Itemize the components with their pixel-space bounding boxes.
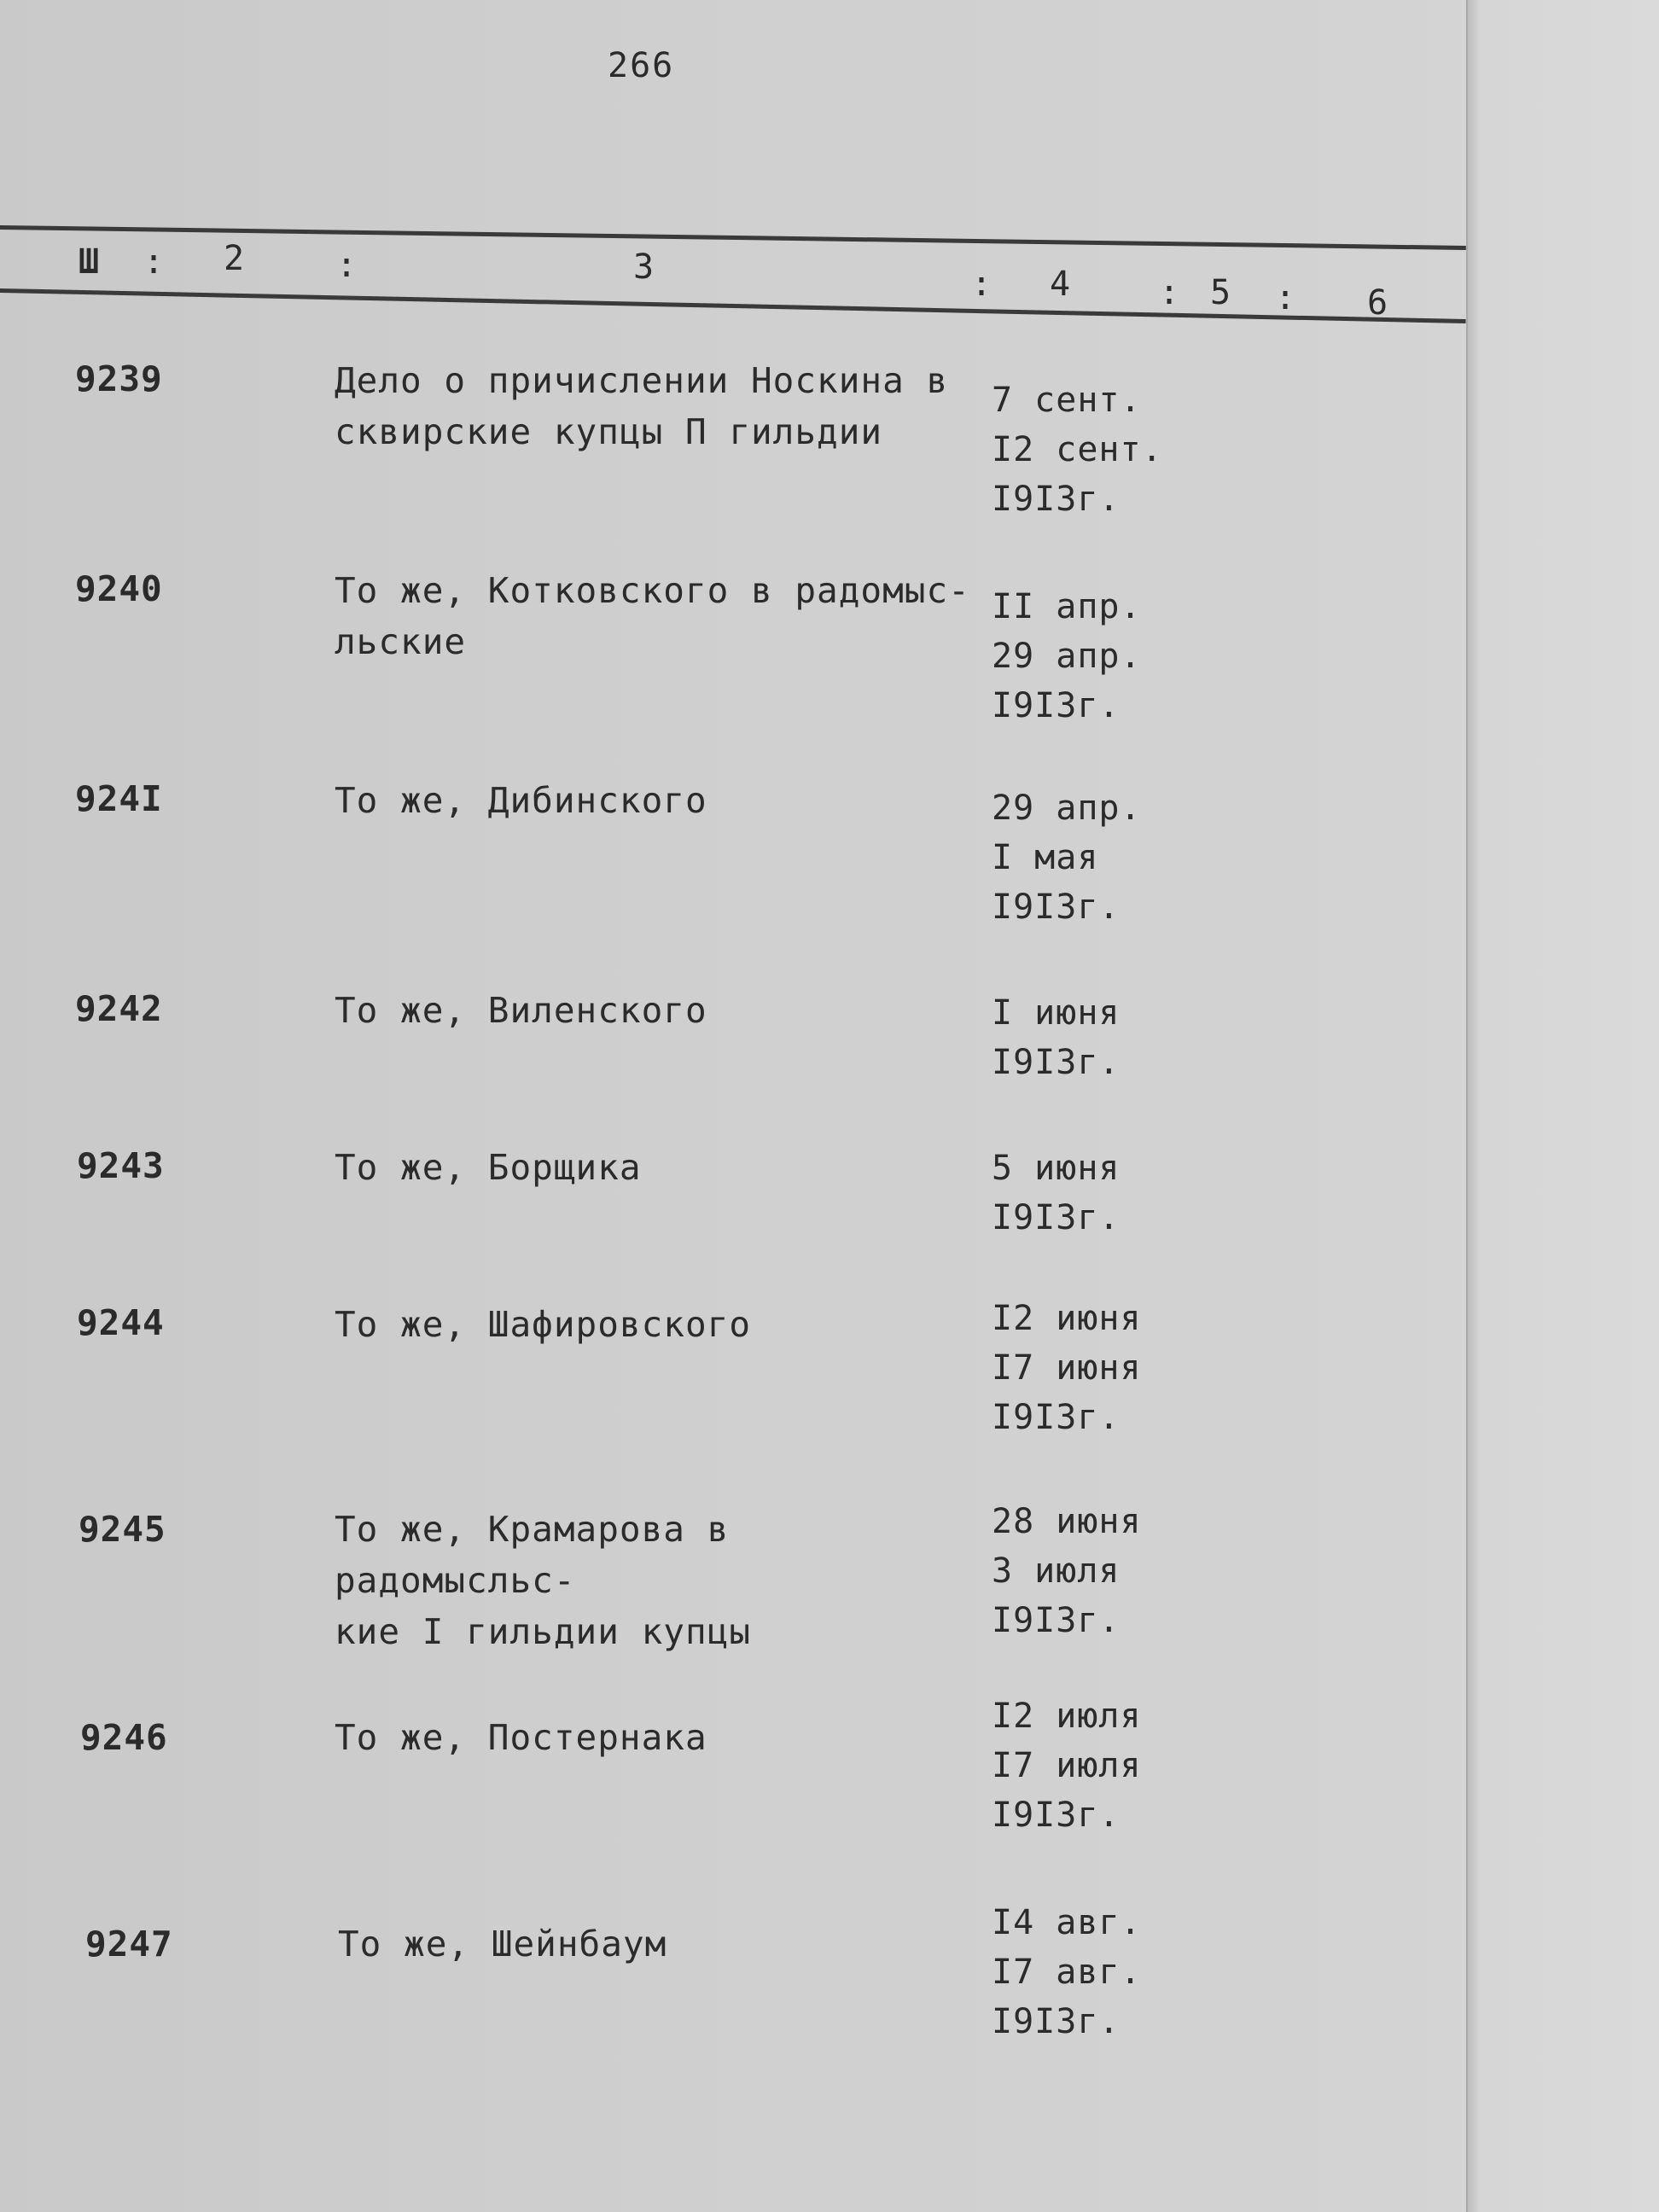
date-line: I9I3г. <box>992 1601 1121 1640</box>
date-line: I мая <box>992 838 1099 877</box>
entry-dates <box>992 1898 1162 2046</box>
entry-description <box>335 1712 983 1763</box>
date-line: I9I3г. <box>992 2002 1121 2041</box>
entry-description <box>335 355 983 457</box>
description-line: То же, Борщика <box>335 1147 642 1188</box>
date-line: I7 авг. <box>992 1953 1142 1992</box>
description-line: То же, Постернака <box>335 1717 707 1758</box>
entry-number: 9239 <box>75 358 163 399</box>
entry-number: 9247 <box>85 1924 173 1965</box>
column-separator: : <box>1159 273 1180 312</box>
column-header-5: 5 <box>1210 273 1231 312</box>
description-line: льские <box>335 621 467 662</box>
date-line: I9I3г. <box>992 1043 1121 1082</box>
entry-description <box>335 1504 983 1657</box>
entry-description <box>338 1918 987 1970</box>
column-header-6: 6 <box>1367 283 1388 323</box>
date-line: I9I3г. <box>992 1198 1121 1237</box>
description-line: То же, Шафировского <box>335 1304 751 1345</box>
date-line: 3 июля <box>992 1551 1121 1591</box>
entry-dates <box>992 582 1162 731</box>
entry-dates <box>992 1691 1162 1840</box>
date-line: II апр. <box>992 587 1142 626</box>
page-edge <box>1466 0 1659 2212</box>
description-line: Дело о причислении Носкина в <box>335 360 949 401</box>
date-line: I9I3г. <box>992 686 1121 725</box>
date-line: I2 июля <box>992 1697 1142 1736</box>
date-line: 28 июня <box>992 1502 1142 1541</box>
entry-number: 9242 <box>75 988 163 1029</box>
entry-dates <box>992 783 1162 932</box>
date-line: I2 июня <box>992 1299 1142 1338</box>
column-header-1: Ш <box>79 242 100 282</box>
column-separator: : <box>971 265 992 304</box>
column-separator: : <box>143 242 165 282</box>
date-line: I4 авг. <box>992 1903 1142 1942</box>
entry-description <box>335 565 983 667</box>
description-line: То же, Шейнбаум <box>338 1924 667 1965</box>
entry-description <box>335 775 983 826</box>
entry-description <box>335 1299 983 1350</box>
date-line: 5 июня <box>992 1149 1121 1188</box>
date-line: I7 июня <box>992 1348 1142 1388</box>
entry-dates <box>992 375 1162 524</box>
page-number: 266 <box>608 46 675 85</box>
description-line: То же, Котковского в радомыс- <box>335 570 970 611</box>
date-line: I9I3г. <box>992 1796 1121 1835</box>
date-line: 29 апр. <box>992 789 1142 828</box>
column-header-2: 2 <box>224 239 245 278</box>
entry-number: 9240 <box>75 568 163 609</box>
description-line: То же, Виленского <box>335 990 707 1031</box>
entry-dates <box>992 988 1162 1087</box>
date-line: I июня <box>992 993 1121 1033</box>
description-line: сквирские купцы П гильдии <box>335 411 883 452</box>
date-line: I7 июля <box>992 1746 1142 1785</box>
entry-number: 9245 <box>79 1509 166 1550</box>
column-header-4: 4 <box>1050 265 1071 304</box>
entry-number: 9246 <box>80 1717 168 1758</box>
entry-dates <box>992 1144 1162 1243</box>
column-header-3: 3 <box>633 247 655 287</box>
description-line: кие I гильдии купцы <box>335 1611 751 1652</box>
entry-dates <box>992 1294 1162 1442</box>
date-line: I9I3г. <box>992 1398 1121 1437</box>
description-line: То же, Крамарова в радомысльс- <box>335 1509 730 1601</box>
entry-description <box>335 1142 983 1193</box>
description-line: То же, Дибинского <box>335 780 707 821</box>
entry-description <box>335 985 983 1036</box>
date-line: 29 апр. <box>992 637 1142 676</box>
entry-number: 924I <box>75 778 163 819</box>
date-line: I2 сент. <box>992 430 1163 469</box>
entry-number: 9243 <box>77 1145 165 1186</box>
column-separator: : <box>336 246 358 285</box>
column-separator: : <box>1275 278 1296 317</box>
date-line: 7 сент. <box>992 381 1142 420</box>
entry-dates <box>992 1497 1162 1645</box>
date-line: I9I3г. <box>992 888 1121 927</box>
date-line: I9I3г. <box>992 480 1121 519</box>
entry-number: 9244 <box>77 1302 165 1343</box>
